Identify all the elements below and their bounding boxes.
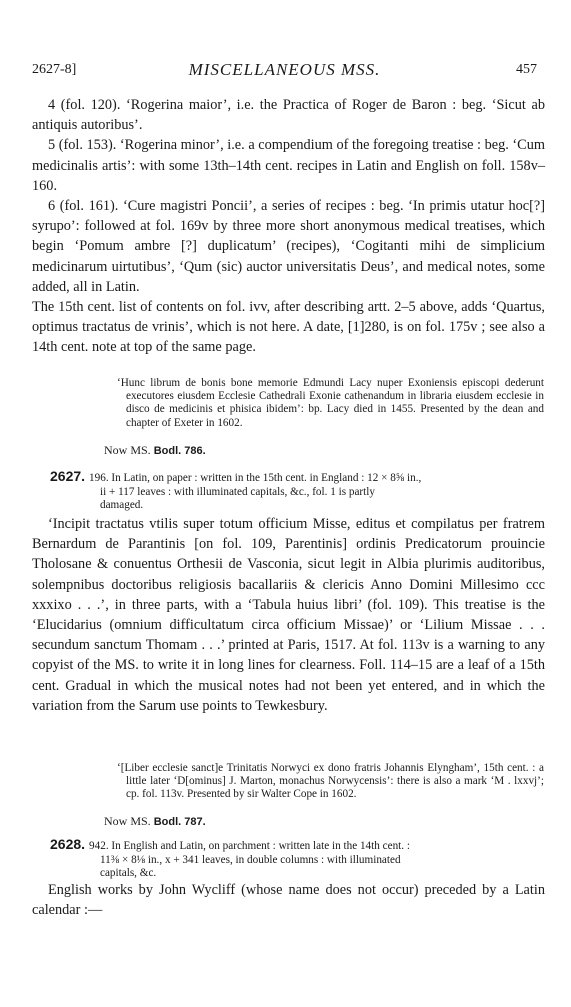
running-header xyxy=(32,62,537,82)
shelfmark-prefix: Now MS. xyxy=(104,814,151,828)
shelfmark-value: Bodl. 786. xyxy=(153,445,206,457)
paragraph-article-5: 5 (fol. 153). ‘Rogerina minor’, i.e. a compendium of the foregoing treatise : beg. ‘Cum medicinalis artis’: with some 13th–14th cent. recipes in Latin and English on foll. 158v–160. xyxy=(32,137,545,194)
entry-number: 2628. xyxy=(50,836,86,852)
paragraph-incipit: ‘Incipit tractatus vtilis super totum officium Misse, editus et compilatus per fratrem Bernardum de Parantinis [on fol. 109, Parentinis] ordinis Predicatorum prouincie Tholosane & conuentus Orthesii de Vasconia, sicut legit in Albia plurimis auditoribus, solempnibus doctoribus religiosis bacallariis & clericis Anno Domini Millesimo ccc xxxixo . . .’, in three parts, with a ‘Tabula huius libri’ (fol. 109). This treatise is the ‘Elucidarius (omnium difficultatum circa officium Missae)’ or ‘Lilium Missae . . . secundum sanctum Thomam . . .’ printed at Paris, 1517. At fol. 113v is a warning to any copyist of the MS. to write it in long lines for clearness. Foll. 114–15 are a leaf of a 15th cent. Gradual in which the musical notes had not been yet entered, and in which the variation from the Sarum use points to Tewkesbury. xyxy=(32,516,545,714)
entry-desc-line1: 942. In English and Latin, on parchment : written late in the 14th cent. : xyxy=(89,840,410,852)
paragraph-contents-list: The 15th cent. list of contents on fol. ivv, after describing artt. 2–5 above, adds ‘Quartus, optimus tractatus de vrinis’, which is not here. A date, [1]280, is on fol. 175v ; see also a 14th cent. note at top of the same page. xyxy=(32,299,545,356)
entry-desc-line2: ii + 117 leaves : with illuminated capitals, &c., fol. 1 is partly xyxy=(100,485,375,498)
header-entry-range: 2627-8] xyxy=(32,62,77,77)
header-title: MISCELLANEOUS MSS. xyxy=(188,60,381,79)
provenance-note-text: ‘Hunc librum de bonis bone memorie Edmundi Lacy nuper Exoniensis episcopi dederunt executores eiusdem Ecclesie Cathedrali Exonie cathenandum in libraria eiusdem ecclesie in disco de medicinis et phisica ibidem’: bp. Lacy died in 1455. Presented by the dean and chapter of Exeter in 1602. xyxy=(117,377,544,429)
paragraph-article-6: 6 (fol. 161). ‘Cure magistri Poncii’, a series of recipes : beg. ‘In primis utatur hoc[?] syrupo’: followed at fol. 169v by three more short anonymous medical treatises, which begin ‘Pomum ambre [?] duplicatum’ (recipes), ‘Cogitanti mihi de simplicium medicinarum uirtutibus’, ‘Qum (sic) auctor universitatis Deus’, and medical notes, some added, all in Latin. xyxy=(32,198,545,295)
paragraph-article-4: 4 (fol. 120). ‘Rogerina maior’, i.e. the Practica of Roger de Baron : beg. ‘Sicut ab antiquis autoribus’. xyxy=(32,97,545,134)
entry-desc-line3: damaged. xyxy=(100,499,144,512)
entry-number: 2627. xyxy=(50,468,86,484)
shelfmark-2626 xyxy=(104,443,206,458)
provenance-note-text: ‘[Liber ecclesie sanct]e Trinitatis Norwyci ex dono fratris Johannis Elyngham’, 15th cent. : a little later ‘D[ominus] J. Marton, monachus Norwycensis’: there is also a mark ‘M . lxxvj’; cp. fol. 113v. Presented by sir Walter Cope in 1602. xyxy=(117,762,544,801)
entry-2628-description xyxy=(50,838,544,881)
page-number: 457 xyxy=(516,62,537,77)
paragraph-wycliff: English works by John Wycliff (whose name does not occur) preceded by a Latin calendar :— xyxy=(32,882,545,919)
entry-desc-line3: capitals, &c. xyxy=(100,867,157,880)
entry-2627-body xyxy=(32,514,545,716)
entry-desc-line2: 11⅜ × 8⅛ in., x + 341 leaves, in double columns : with illuminated xyxy=(100,853,401,866)
article-list xyxy=(32,95,545,358)
provenance-note-2626 xyxy=(117,377,544,430)
shelfmark-value: Bodl. 787. xyxy=(153,816,206,828)
provenance-note-2627 xyxy=(117,762,544,802)
shelfmark-prefix: Now MS. xyxy=(104,443,151,457)
entry-desc-line1: 196. In Latin, on paper : written in the 15th cent. in England : 12 × 8⅝ in., xyxy=(89,472,422,484)
shelfmark-2627 xyxy=(104,814,206,829)
entry-2628-body xyxy=(32,880,545,920)
entry-2627-description xyxy=(50,470,544,513)
